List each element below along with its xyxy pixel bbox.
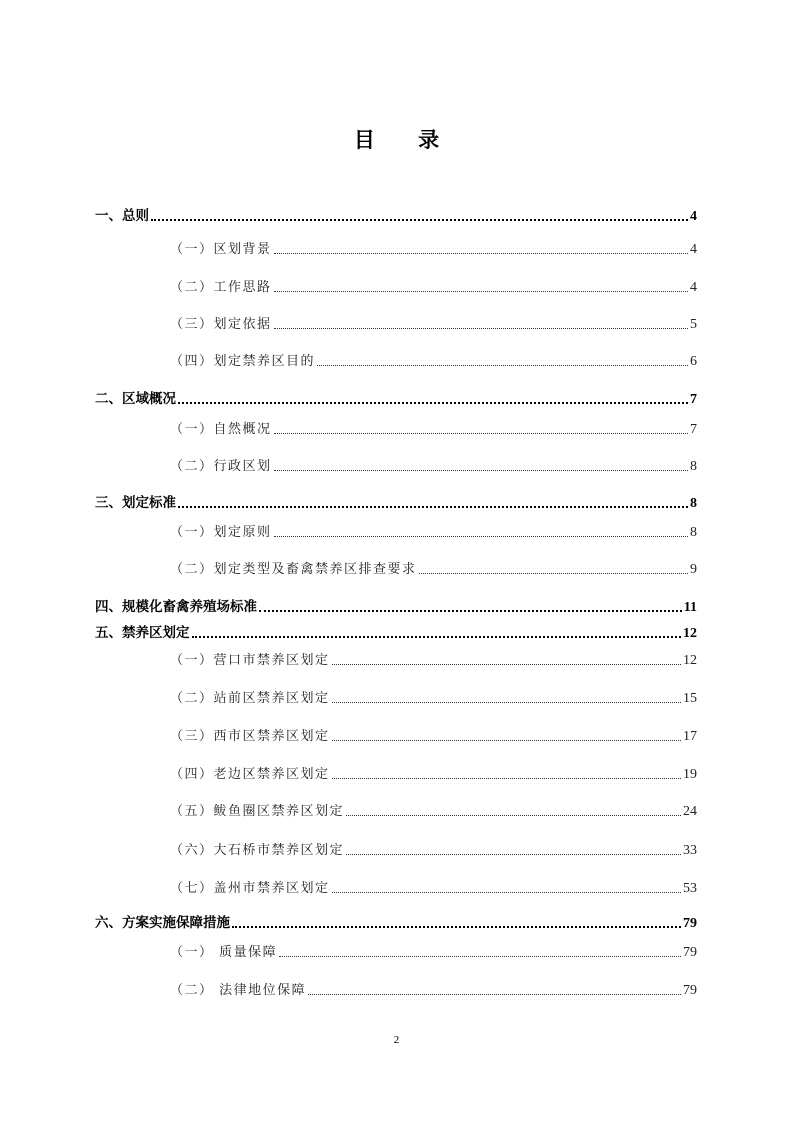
toc-entry-page: 6 <box>690 354 697 369</box>
toc-entry-label: （三）西市区禁养区划定 <box>170 729 330 744</box>
toc-entry-label: （二） 法律地位保障 <box>170 983 307 998</box>
toc-dot-leader <box>419 573 688 574</box>
toc-entry-label: 二、区域概况 <box>95 391 176 407</box>
toc-entry-page: 17 <box>683 729 697 744</box>
toc-dot-leader <box>274 536 688 537</box>
toc-entry-label: 四、规模化畜禽养殖场标准 <box>95 599 257 615</box>
toc-dot-leader <box>232 926 681 928</box>
toc-entry-label: （四）划定禁养区目的 <box>170 354 316 369</box>
toc-entry-label: （七）盖州市禁养区划定 <box>170 881 330 896</box>
toc-entry-label: （一）自然概况 <box>170 422 272 437</box>
toc-entry-page: 7 <box>690 392 697 407</box>
toc-entry-label: （一）划定原则 <box>170 525 272 540</box>
page-title: 目 录 <box>353 128 458 152</box>
toc-subsection[interactable] <box>170 418 697 438</box>
toc-section[interactable] <box>95 205 697 225</box>
toc-dot-leader <box>259 610 682 612</box>
toc-entry-page: 33 <box>683 843 697 858</box>
toc-dot-leader <box>274 328 688 329</box>
toc-dot-leader <box>346 815 681 816</box>
toc-subsection[interactable] <box>170 800 697 820</box>
toc-entry-label: 三、划定标准 <box>95 495 176 511</box>
toc-subsection[interactable] <box>170 350 697 370</box>
toc-entry-page: 79 <box>683 945 697 960</box>
toc-entry-label: （三）划定依据 <box>170 317 272 332</box>
toc-subsection[interactable] <box>170 276 697 296</box>
toc-entry-page: 4 <box>690 209 697 224</box>
toc-entry-label: （一）区划背景 <box>170 242 272 257</box>
toc-dot-leader <box>332 702 681 703</box>
toc-section[interactable] <box>95 388 697 408</box>
toc-subsection[interactable] <box>170 558 697 578</box>
page-number: 2 <box>393 1034 400 1046</box>
toc-entry-page: 19 <box>683 767 697 782</box>
toc-section[interactable] <box>95 912 697 932</box>
toc-entry-page: 9 <box>690 562 697 577</box>
toc-entry-label: （一）营口市禁养区划定 <box>170 653 330 668</box>
toc-entry-label: 一、总则 <box>95 208 149 224</box>
toc-entry-page: 7 <box>690 422 697 437</box>
toc-entry-label: （五）鲅鱼圈区禁养区划定 <box>170 804 345 819</box>
toc-entry-page: 15 <box>683 691 697 706</box>
toc-entry-page: 53 <box>683 881 697 896</box>
toc-section[interactable] <box>95 492 697 512</box>
toc-subsection[interactable] <box>170 877 697 897</box>
toc-dot-leader <box>274 470 688 471</box>
toc-subsection[interactable] <box>170 238 697 258</box>
toc-entry-label: （二）工作思路 <box>170 280 272 295</box>
toc-entry-page: 4 <box>690 242 697 257</box>
toc-entry-page: 4 <box>690 280 697 295</box>
toc-dot-leader <box>308 994 681 995</box>
toc-entry-page: 79 <box>683 983 697 998</box>
toc-dot-leader <box>274 253 688 254</box>
toc-dot-leader <box>332 892 681 893</box>
toc-dot-leader <box>279 956 681 957</box>
toc-subsection[interactable] <box>170 839 697 859</box>
toc-dot-leader <box>178 506 688 508</box>
toc-dot-leader <box>332 778 681 779</box>
toc-subsection[interactable] <box>170 941 697 961</box>
toc-entry-label: （一） 质量保障 <box>170 945 278 960</box>
toc-entry-page: 11 <box>683 600 697 615</box>
toc-subsection[interactable] <box>170 313 697 333</box>
toc-dot-leader <box>178 402 688 404</box>
toc-subsection[interactable] <box>170 687 697 707</box>
toc-dot-leader <box>192 636 682 638</box>
toc-subsection[interactable] <box>170 763 697 783</box>
toc-entry-label: 六、方案实施保障措施 <box>95 915 230 931</box>
toc-dot-leader <box>332 664 681 665</box>
toc-entry-page: 24 <box>683 804 697 819</box>
toc-entry-page: 8 <box>690 525 697 540</box>
toc-dot-leader <box>274 291 688 292</box>
toc-dot-leader <box>317 365 688 366</box>
toc-dot-leader <box>332 740 681 741</box>
toc-subsection[interactable] <box>170 649 697 669</box>
toc-entry-label: （四）老边区禁养区划定 <box>170 767 330 782</box>
toc-entry-page: 5 <box>690 317 697 332</box>
toc-entry-label: 五、禁养区划定 <box>95 625 190 641</box>
toc-section[interactable] <box>95 622 697 642</box>
toc-entry-page: 12 <box>683 653 697 668</box>
toc-entry-page: 8 <box>690 496 697 511</box>
toc-entry-label: （二）划定类型及畜禽禁养区排查要求 <box>170 562 417 577</box>
toc-subsection[interactable] <box>170 521 697 541</box>
toc-entry-label: （二）站前区禁养区划定 <box>170 691 330 706</box>
toc-entry-page: 8 <box>690 459 697 474</box>
toc-dot-leader <box>274 433 688 434</box>
toc-entry-label: （六）大石桥市禁养区划定 <box>170 843 345 858</box>
toc-entry-page: 79 <box>683 916 697 931</box>
toc-entry-page: 12 <box>683 626 697 641</box>
toc-entry-label: （二）行政区划 <box>170 459 272 474</box>
toc-subsection[interactable] <box>170 455 697 475</box>
toc-dot-leader <box>346 854 681 855</box>
toc-dot-leader <box>151 219 688 221</box>
toc-section[interactable] <box>95 596 697 616</box>
toc-subsection[interactable] <box>170 979 697 999</box>
toc-subsection[interactable] <box>170 725 697 745</box>
